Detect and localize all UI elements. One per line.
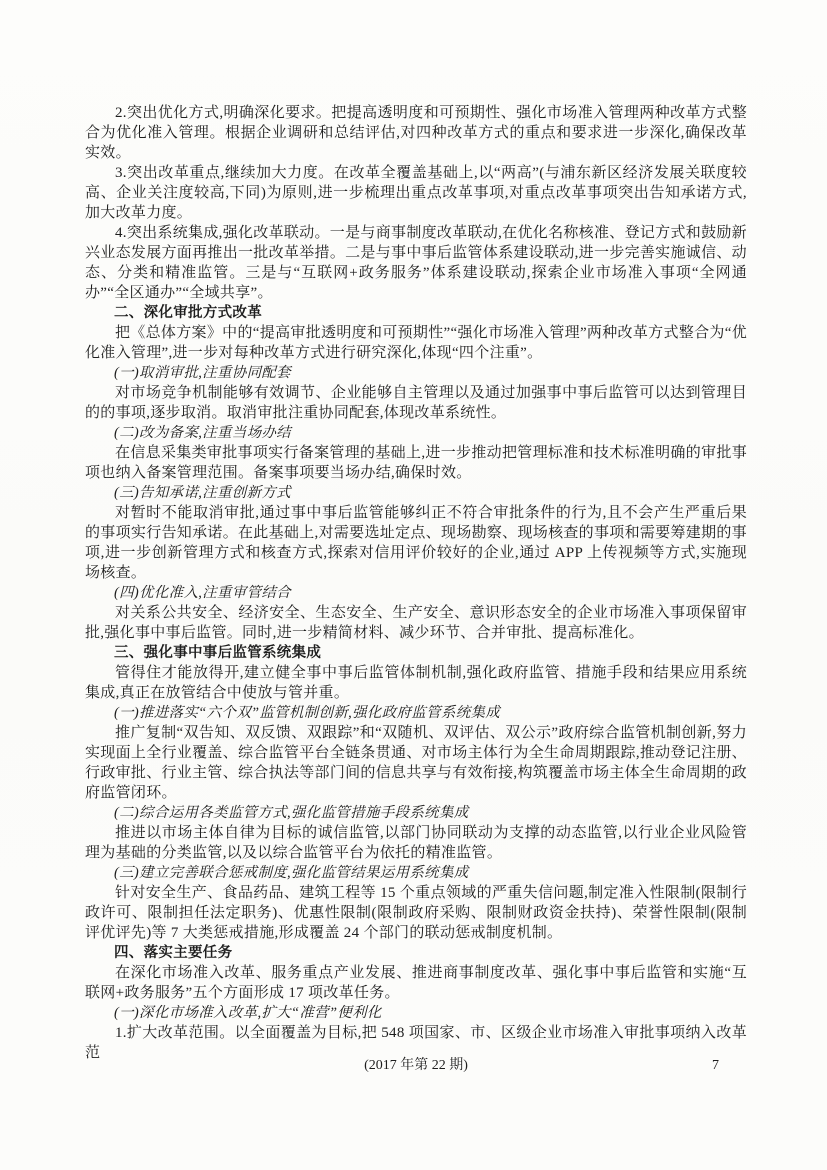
paragraph: 1.扩大改革范围。以全面覆盖为目标,把 548 项国家、市、区级企业市场准入审批事项纳入改革范 [85, 1025, 747, 1061]
sub-heading: (三)告知承诺,注重创新方式 [114, 485, 291, 501]
page-footer [85, 1056, 747, 1078]
paragraph: 3.突出改革重点,继续加大力度。在改革全覆盖基础上,以“两高”(与浦东新区经济发展关联度较高、企业关注度较高,下同)为原则,进一步梳理出重点改革事项,对重点改革事项突出告知承诺方式,加大改革力度。 [85, 165, 747, 221]
paragraph: 在信息采集类审批事项实行备案管理的基础上,进一步推动把管理标准和技术标准明确的审批事项也纳入备案管理范围。备案事项要当场办结,确保时效。 [85, 445, 747, 481]
paragraph: 2.突出优化方式,明确深化要求。把提高透明度和可预期性、强化市场准入管理两种改革方式整合为优化准入管理。根据企业调研和总结评估,对四种改革方式的重点和要求进一步深化,确保改革实效。 [85, 105, 747, 161]
paragraph: 在深化市场准入改革、服务重点产业发展、推进商事制度改革、强化事中事后监管和实施“互联网+政务服务”五个方面形成 17 项改革任务。 [85, 965, 747, 1001]
section-heading: 二、深化审批方式改革 [114, 305, 262, 321]
section-heading: 四、落实主要任务 [114, 945, 233, 961]
section-heading: 三、强化事中事后监管系统集成 [114, 645, 322, 661]
sub-heading: (二)改为备案,注重当场办结 [114, 425, 291, 441]
sub-heading: (一)取消审批,注重协同配套 [114, 365, 291, 381]
sub-heading: (二)综合运用各类监管方式,强化监管措施手段系统集成 [114, 805, 469, 821]
document-body [85, 103, 747, 1063]
paragraph: 对暂时不能取消审批,通过事中事后监管能够纠正不符合审批条件的行为,且不会产生严重后果的事项实行告知承诺。在此基础上,对需要选址定点、现场勘察、现场核查的事项和需要筹建期的事项,进一步创新管理方式和核查方式,探索对信用评价较好的企业,通过 APP 上传视频等方式,实施现场核查。 [85, 505, 747, 581]
paragraph: 4.突出系统集成,强化改革联动。一是与商事制度改革联动,在优化名称核准、登记方式和鼓励新兴业态发展方面再推出一批改革举措。二是与事中事后监管体系建设联动,进一步完善实施诚信、动态、分类和精准监管。三是与“互联网+政务服务”体系建设联动,探索企业市场准入事项“全网通办”“全区通办”“全域共享”。 [85, 225, 747, 301]
paragraph: 把《总体方案》中的“提高审批透明度和可预期性”“强化市场准入管理”两种改革方式整合为“优化准入管理”,进一步对每种改革方式进行研究深化,体现“四个注重”。 [85, 325, 747, 361]
paragraph: 推广复制“双告知、双反馈、双跟踪”和“双随机、双评估、双公示”政府综合监管机制创新,努力实现面上全行业覆盖、综合监管平台全链条贯通、对市场主体行为全生命周期跟踪,推动登记注册、行政审批、行业主管、综合执法等部门间的信息共享与有效衔接,构筑覆盖市场主体全生命周期的政府监管闭环。 [85, 725, 747, 801]
page-number: 7 [712, 1058, 719, 1073]
paragraph: 对关系公共安全、经济安全、生态安全、生产安全、意识形态安全的企业市场准入事项保留审批,强化事中事后监管。同时,进一步精简材料、减少环节、合并审批、提高标准化。 [85, 605, 747, 641]
sub-heading: (一)深化市场准入改革,扩大“准营”便利化 [114, 1005, 382, 1021]
paragraph: 针对安全生产、食品药品、建筑工程等 15 个重点领域的严重失信问题,制定准入性限制(限制行政许可、限制担任法定职务)、优惠性限制(限制政府采购、限制财政资金扶持)、荣誉性限制(限制评优评先)等 7 大类惩戒措施,形成覆盖 24 个部门的联动惩戒制度机制。 [85, 885, 747, 941]
journal-issue: (2017 年第 22 期) [364, 1058, 468, 1073]
paragraph: 推进以市场主体自律为目标的诚信监管,以部门协同联动为支撑的动态监管,以行业企业风险管理为基础的分类监管,以及以综合监管平台为依托的精准监管。 [85, 825, 747, 861]
sub-heading: (一)推进落实“六个双”监管机制创新,强化政府监管系统集成 [114, 705, 501, 721]
sub-heading: (四)优化准入,注重审管结合 [114, 585, 291, 601]
sub-heading: (三)建立完善联合惩戒制度,强化监管结果运用系统集成 [114, 865, 469, 881]
paragraph: 管得住才能放得开,建立健全事中事后监管体制机制,强化政府监管、措施手段和结果应用系统集成,真正在放管结合中使放与管并重。 [85, 665, 747, 701]
paragraph: 对市场竞争机制能够有效调节、企业能够自主管理以及通过加强事中事后监管可以达到管理目的的事项,逐步取消。取消审批注重协同配套,体现改革系统性。 [85, 385, 747, 421]
